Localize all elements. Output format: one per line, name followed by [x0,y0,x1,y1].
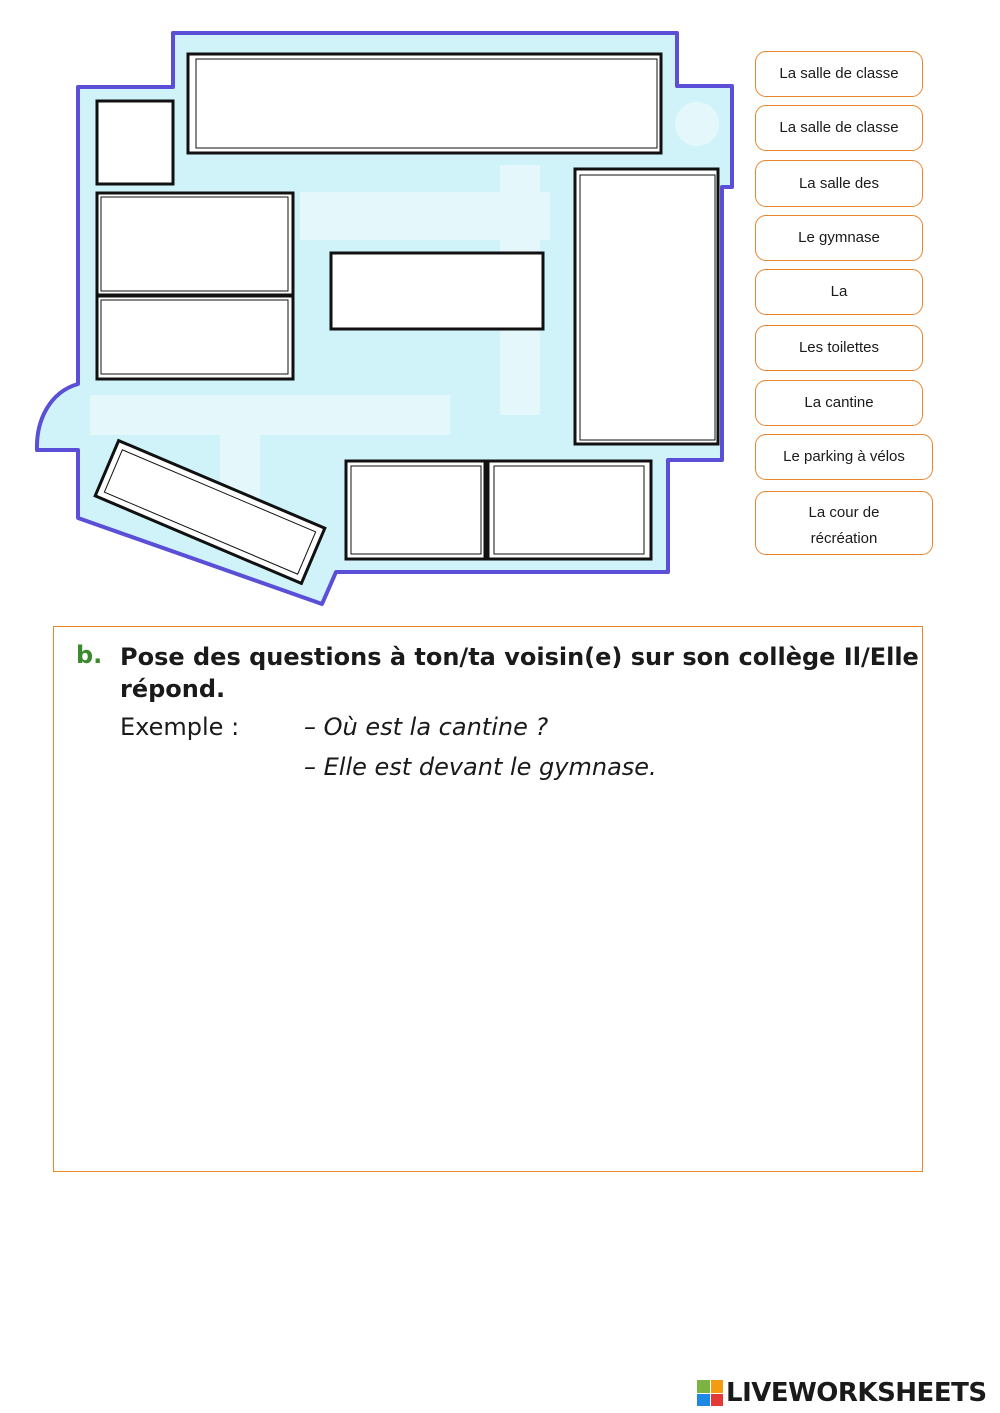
drop-box-top[interactable] [188,54,661,153]
drop-box-bottom-right[interactable] [488,461,651,559]
label-chip[interactable]: Le parking à vélos [755,434,933,480]
drop-box-left-lower[interactable] [97,296,293,379]
exercise-instruction: Pose des questions à ton/ta voisin(e) sur son collège Il/Elle répond. [120,643,919,703]
example-question: – Où est la cantine ? [304,713,549,741]
label-chip[interactable]: La salle des [755,160,923,207]
label-chip[interactable]: Le gymnase [755,215,923,261]
liveworksheets-logo [697,1377,987,1409]
example-label: Exemple : [120,713,240,741]
drop-box-small-left[interactable] [97,101,173,184]
drop-box-left-upper[interactable] [97,193,293,295]
drop-box-right[interactable] [575,169,718,444]
label-chip[interactable]: La salle de classe [755,51,923,97]
drop-box-bottom-left[interactable] [346,461,485,559]
exercise-b-panel [53,626,923,1172]
label-chip[interactable]: La cour de récréation [755,491,933,555]
label-chip[interactable]: La cantine [755,380,923,426]
logo-icon [697,1380,723,1406]
logo-text: LIVEWORKSHEETS [726,1378,987,1408]
label-chip[interactable]: La [755,269,923,315]
exercise-letter: b. [76,641,103,669]
drop-box-center[interactable] [331,253,543,329]
label-chip[interactable]: La salle de classe [755,105,923,151]
label-chip[interactable]: Les toilettes [755,325,923,371]
example-answer: – Elle est devant le gymnase. [304,753,657,781]
